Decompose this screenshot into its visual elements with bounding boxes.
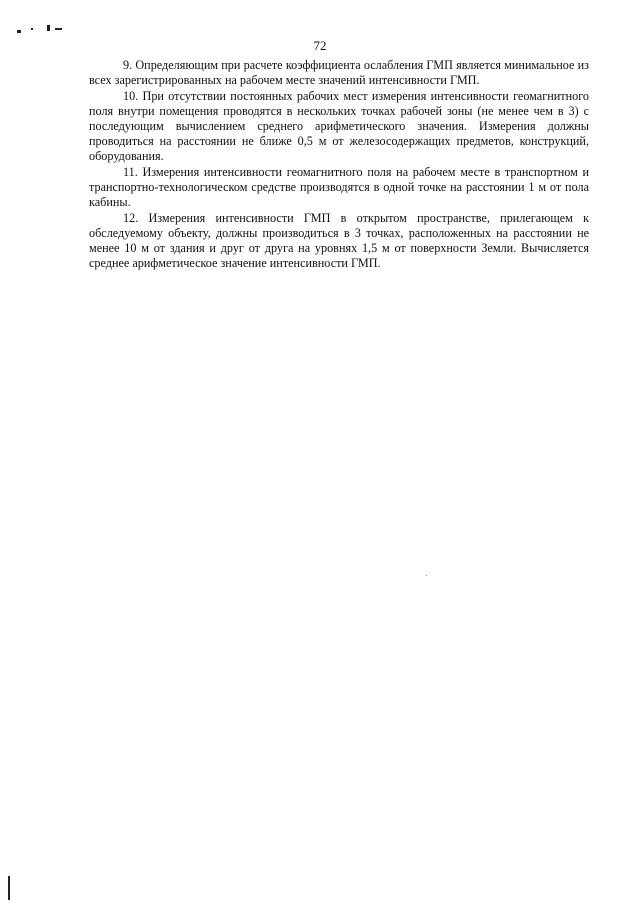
paragraph-10: 10. При отсутствии постоянных рабочих мест измерения интенсивности геомагнитного поля внутри помещения проводятся в нескольких точках рабочей зоны (не менее чем в 3) с последующим вычислением среднего арифметического значения. Измерения должны проводиться на расстоянии не ближе 0,5 м от железосодержащих предметов, конструкций, оборудования.	[89, 88, 589, 164]
scan-artifact-dot	[426, 575, 427, 576]
scan-artifact-top-left	[55, 28, 62, 30]
scan-artifact-top-left	[17, 30, 21, 33]
scan-artifact-top-left	[47, 25, 50, 31]
page-number: 72	[313, 38, 327, 53]
paragraph-12: 12. Измерения интенсивности ГМП в открытом пространстве, прилегающем к обследуемому объекту, должны производиться в 3 точках, расположенных на расстоянии не менее 10 м от здания и друг от друга на уровнях 1,5 м от поверхности Земли. Вычисляется среднее арифметическое значение интенсивности ГМП.	[89, 210, 589, 270]
scan-artifact-bottom-left	[8, 876, 10, 900]
scan-artifact-top-left	[31, 28, 33, 30]
document-body	[89, 58, 589, 272]
paragraph-11: 11. Измерения интенсивности геомагнитного поля на рабочем месте в транспортном и транспортно-технологическом средстве производятся в одной точке на расстоянии 1 м от пола кабины.	[89, 164, 589, 210]
paragraph-9: 9. Определяющим при расчете коэффициента ослабления ГМП является минимальное из всех зарегистрированных на рабочем месте значений интенсивности ГМП.	[89, 58, 589, 88]
